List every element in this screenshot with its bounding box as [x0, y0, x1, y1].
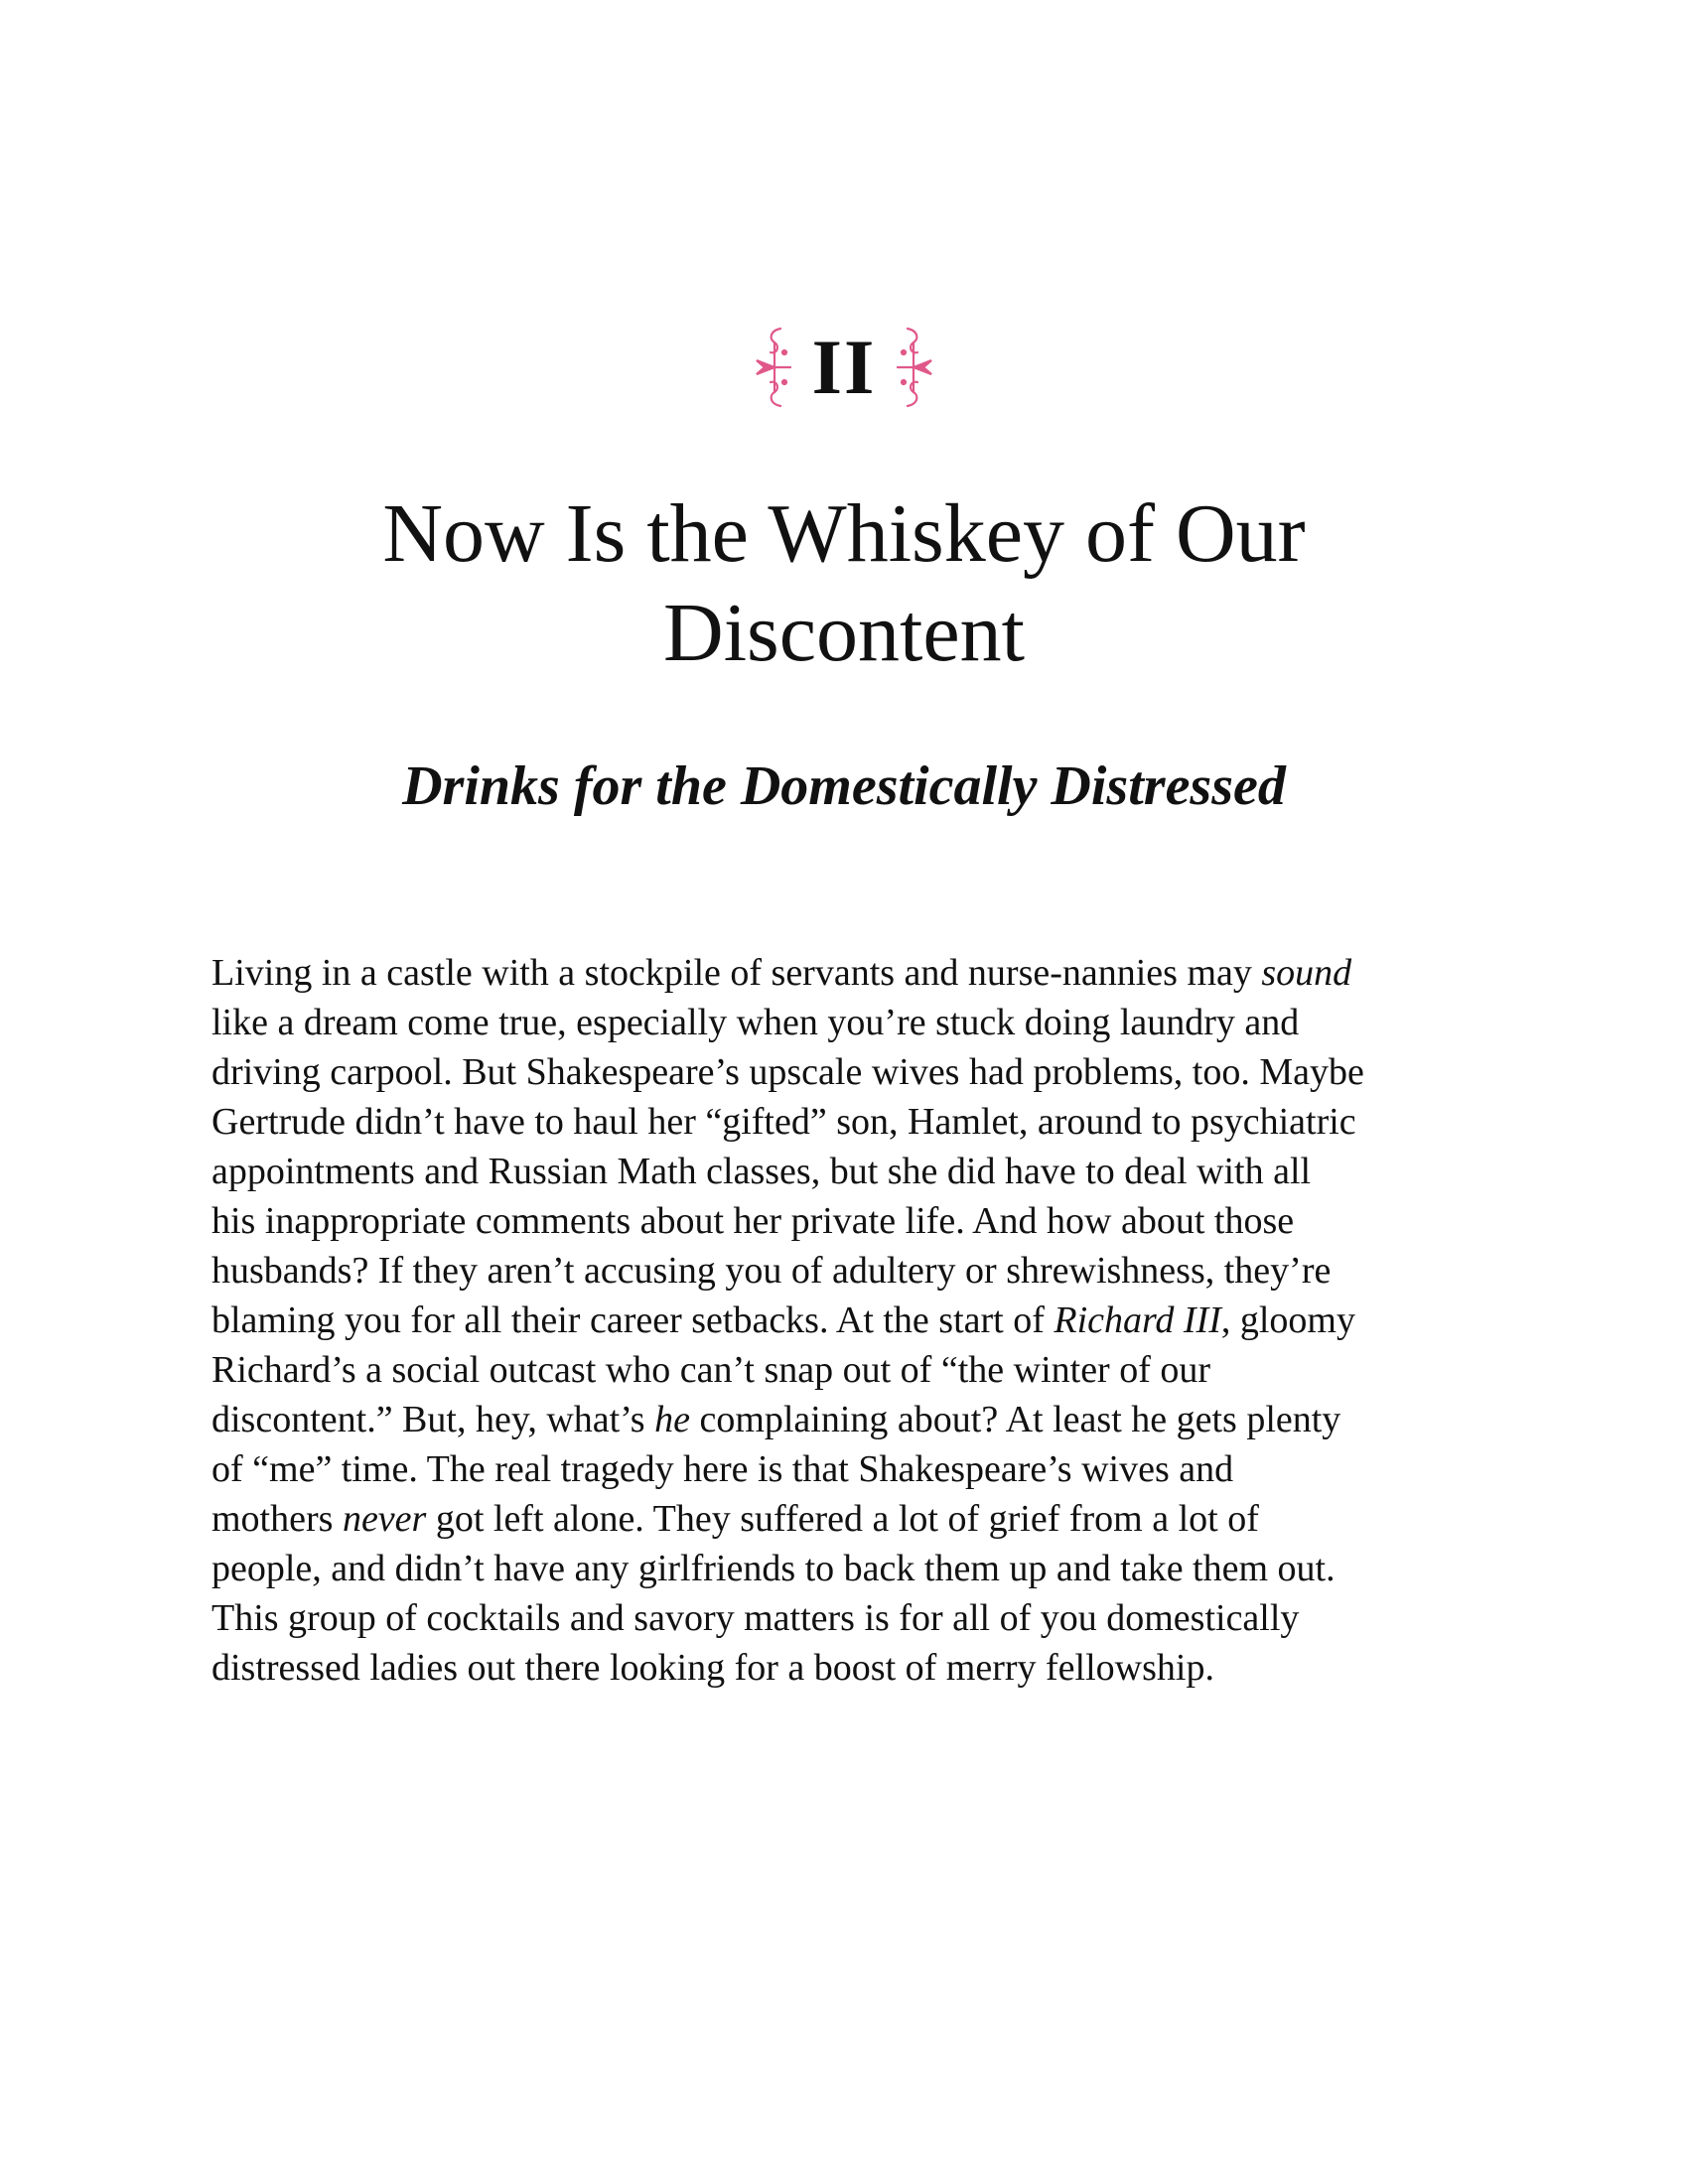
- body-line: Gertrude didn’t have to haul her “gifted” son, Hamlet, around to psychiatric: [211, 1101, 1356, 1143]
- right-ornament-icon: [892, 323, 937, 412]
- body-line: mothers never got left alone. They suffered a lot of grief from a lot of: [211, 1498, 1259, 1540]
- body-line: distressed ladies out there looking for a boost of merry fellowship.: [211, 1647, 1214, 1689]
- chapter-title-line-2: Discontent: [663, 587, 1025, 679]
- body-line: Living in a castle with a stockpile of servants and nurse-nannies may sound: [211, 952, 1352, 994]
- body-line: appointments and Russian Math classes, but she did have to deal with all: [211, 1151, 1312, 1192]
- body-line: husbands? If they aren’t accusing you of adultery or shrewishness, they’re: [211, 1250, 1332, 1292]
- chapter-subtitle: Drinks for the Domestically Distressed: [402, 755, 1286, 817]
- body-line: like a dream come true, especially when you’re stuck doing laundry and: [211, 1002, 1300, 1043]
- body-line: of “me” time. The real tragedy here is that Shakespeare’s wives and: [211, 1448, 1234, 1490]
- body-line: his inappropriate comments about her private life. And how about those: [211, 1200, 1295, 1242]
- chapter-heading: [0, 318, 1688, 417]
- chapter-title: [298, 484, 1390, 683]
- body-line: Richard’s a social outcast who can’t snap out of “the winter of our: [211, 1349, 1211, 1391]
- body-line: driving carpool. But Shakespeare’s upscale wives had problems, too. Maybe: [211, 1051, 1364, 1093]
- body-line: people, and didn’t have any girlfriends to back them up and take them out.: [211, 1548, 1336, 1589]
- chapter-title-line-1: Now Is the Whiskey of Our: [382, 487, 1306, 580]
- chapter-number: II: [811, 324, 877, 410]
- body-paragraph: [211, 948, 1502, 1693]
- left-ornament-icon: [751, 323, 796, 412]
- body-line: blaming you for all their career setbacks. At the start of Richard III, gloomy: [211, 1299, 1355, 1341]
- body-line: discontent.” But, hey, what’s he complaining about? At least he gets plenty: [211, 1399, 1341, 1440]
- body-line: This group of cocktails and savory matters is for all of you domestically: [211, 1597, 1300, 1639]
